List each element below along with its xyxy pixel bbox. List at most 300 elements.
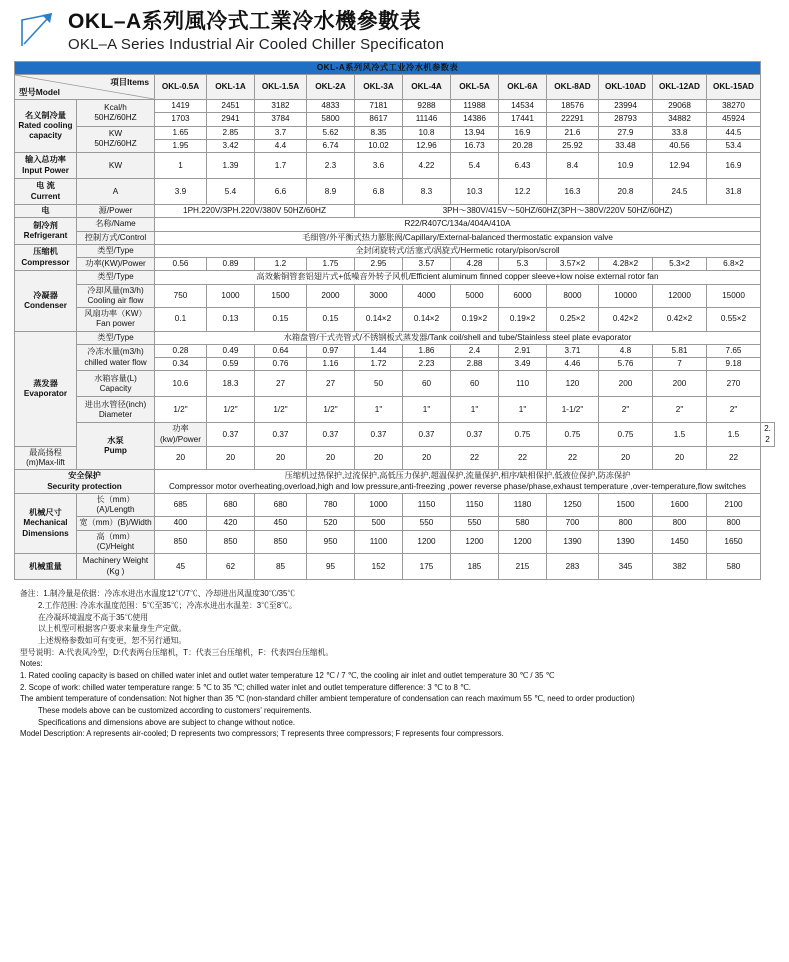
note-en-2: 2. Scope of work: chilled water temperature range: 5 ℃ to 35 ℃; chilled water inlet and outlet temperature difference: 3 ℃ to 8 ℃. xyxy=(20,682,471,692)
table-row xyxy=(15,530,775,554)
cell: 44.5 xyxy=(707,126,761,139)
cell: 12.96 xyxy=(403,139,451,152)
cell: 1" xyxy=(451,397,499,423)
cell: 0.59 xyxy=(207,358,255,371)
unit-cell: 宽（mm）(B)/Width xyxy=(77,517,155,530)
cell: 0.89 xyxy=(207,258,255,271)
cell: 1180 xyxy=(499,493,547,517)
cell: 20 xyxy=(207,446,255,470)
refrigerant-control: 毛细管/外平衡式热力膨胀阀/Capillary/External-balanced thermostatic expansion valve xyxy=(155,231,761,244)
specification-table xyxy=(14,61,775,580)
cell: 0.42×2 xyxy=(599,308,653,332)
cell: 5.81 xyxy=(653,344,707,357)
cell: 5.4 xyxy=(207,179,255,205)
banner-text: OKL-A系列风冷式工业冷水机参数表 xyxy=(15,61,761,74)
cell: 1/2" xyxy=(255,397,307,423)
table-row xyxy=(15,371,775,397)
notes-en-title: Notes: xyxy=(20,659,43,669)
row-label-compressor xyxy=(15,244,77,271)
corner-model-label: 型号Model xyxy=(19,86,60,97)
model-col-4: OKL-3A xyxy=(355,75,403,100)
cell: 550 xyxy=(403,517,451,530)
cell: 20.8 xyxy=(599,179,653,205)
cell: 5.76 xyxy=(599,358,653,371)
unit-kw xyxy=(77,126,155,153)
cell: 14386 xyxy=(451,113,499,126)
cell: 1.72 xyxy=(355,358,403,371)
cell: 16.9 xyxy=(707,153,761,179)
unit-line1: 冷却风量(m3/h) xyxy=(87,285,144,295)
cell: 6.8 xyxy=(355,179,403,205)
cell: 21.6 xyxy=(547,126,599,139)
cell: 1500 xyxy=(599,493,653,517)
unit-line1: 进出水管径(inch) xyxy=(84,399,147,409)
unit-pipe-diameter xyxy=(77,397,155,423)
row-label-cn: 压缩机 xyxy=(33,247,58,257)
cell: 0.75 xyxy=(499,423,547,447)
cell: 800 xyxy=(599,517,653,530)
row-label-en: Pump xyxy=(104,446,127,456)
cell: 1.2 xyxy=(255,258,307,271)
cell: 3.57×2 xyxy=(547,258,599,271)
model-col-6: OKL-5A xyxy=(451,75,499,100)
table-row xyxy=(15,397,775,423)
unit-cell: 功率(KW)/Power xyxy=(77,258,155,271)
cell: 8.35 xyxy=(355,126,403,139)
cell: 20 xyxy=(155,446,207,470)
corner-cell xyxy=(15,75,155,100)
row-label-evaporator xyxy=(15,331,77,446)
cell: 6.6 xyxy=(255,179,307,205)
model-col-2: OKL-1.5A xyxy=(255,75,307,100)
cell: 23994 xyxy=(599,100,653,113)
unit-line2: 50HZ/60HZ xyxy=(94,112,137,122)
cell: 53.4 xyxy=(707,139,761,152)
row-label-cn: 水泵 xyxy=(107,436,124,446)
cell: 18576 xyxy=(547,100,599,113)
cell: 2941 xyxy=(207,113,255,126)
cell: 1.44 xyxy=(355,344,403,357)
table-row xyxy=(15,517,775,530)
cell: 11146 xyxy=(403,113,451,126)
cell: 16.3 xyxy=(547,179,599,205)
cell: 27 xyxy=(307,371,355,397)
cell: 3.42 xyxy=(207,139,255,152)
cell: 0.28 xyxy=(155,344,207,357)
evaporator-type: 水箱盘管/干式壳管式/不锈钢板式蒸发器/Tank coil/shell and tube/Stainless steel plate evaporator xyxy=(155,331,761,344)
cell: 10.3 xyxy=(451,179,499,205)
cell: 0.75 xyxy=(599,423,653,447)
cell: 4.28×2 xyxy=(599,258,653,271)
cell: 15000 xyxy=(707,284,761,308)
cell: 800 xyxy=(653,517,707,530)
cell: 10.02 xyxy=(355,139,403,152)
cell: 1" xyxy=(355,397,403,423)
row-label-cn: 机械尺寸 xyxy=(29,508,62,518)
model-col-1: OKL-1A xyxy=(207,75,255,100)
unit-chilled-water-flow xyxy=(77,344,155,371)
cell: 16.9 xyxy=(499,126,547,139)
row-label-security xyxy=(15,470,155,494)
row-label-en: Rated cooling capacity xyxy=(18,121,73,141)
table-row xyxy=(15,126,775,139)
power-three-phase: 3PH～380V/415V～50HZ/60HZ(3PH～380V/220V 50HZ/60HZ) xyxy=(355,205,761,218)
table-row xyxy=(15,205,775,218)
row-label-pump xyxy=(77,423,155,470)
cell: 5000 xyxy=(451,284,499,308)
cell: 680 xyxy=(207,493,255,517)
row-label-cn: 安全保护 xyxy=(68,471,101,481)
cell: 18.3 xyxy=(207,371,255,397)
unit-cell: 高（mm）(C)/Height xyxy=(77,530,155,554)
cell: 270 xyxy=(707,371,761,397)
table-row xyxy=(15,258,775,271)
unit-line2: Capacity xyxy=(99,383,132,393)
cell: 0.56 xyxy=(155,258,207,271)
table-header-row xyxy=(15,75,775,100)
note-en-5: Specifications and dimensions above are subject to change without notice. xyxy=(38,717,296,727)
cell: 16.73 xyxy=(451,139,499,152)
cell: 550 xyxy=(451,517,499,530)
note-cn-1: 备注：1.制冷量是依据：冷冻水进出水温度12℃/7℃、冷却进出风温度30℃/35℃ xyxy=(20,589,296,599)
cell: 12.2 xyxy=(499,179,547,205)
cell: 345 xyxy=(599,554,653,580)
security-protection-text xyxy=(155,470,761,494)
cell: 20.28 xyxy=(499,139,547,152)
cell: 152 xyxy=(355,554,403,580)
note-cn-4: 以上机型可根据客户要求来量身生产定做。 xyxy=(38,624,187,634)
cell: 9.18 xyxy=(707,358,761,371)
cell: 2" xyxy=(653,397,707,423)
unit-line1: 水箱容量(L) xyxy=(94,373,137,383)
unit-cell: A xyxy=(77,179,155,205)
cell: 4.22 xyxy=(403,153,451,179)
cell: 1/2" xyxy=(155,397,207,423)
cell: 8617 xyxy=(355,113,403,126)
cell: 9288 xyxy=(403,100,451,113)
cell: 4833 xyxy=(307,100,355,113)
row-label-cn: 名义制冷量 xyxy=(25,110,66,120)
cell: 1419 xyxy=(155,100,207,113)
cell: 34882 xyxy=(653,113,707,126)
cell: 580 xyxy=(707,554,761,580)
cell: 8.9 xyxy=(307,179,355,205)
cell: 2.95 xyxy=(355,258,403,271)
cell: 10.8 xyxy=(403,126,451,139)
cell: 0.37 xyxy=(355,423,403,447)
cell: 175 xyxy=(403,554,451,580)
cell: 22 xyxy=(499,446,547,470)
cell: 33.48 xyxy=(599,139,653,152)
unit-tank-capacity xyxy=(77,371,155,397)
unit-line1: Kcal/h xyxy=(104,102,127,112)
cell: 1703 xyxy=(155,113,207,126)
cell: 283 xyxy=(547,554,599,580)
table-row xyxy=(15,271,775,284)
cell: 1150 xyxy=(403,493,451,517)
model-col-5: OKL-4A xyxy=(403,75,451,100)
cell: 215 xyxy=(499,554,547,580)
cell: 520 xyxy=(307,517,355,530)
power-single-phase: 1PH.220V/3PH.220V/380V 50HZ/60HZ xyxy=(155,205,355,218)
table-banner xyxy=(15,61,775,74)
cell: 28793 xyxy=(599,113,653,126)
cell: 27 xyxy=(255,371,307,397)
corner-items-label: 項目Items xyxy=(110,77,149,88)
unit-line2: (Kg ) xyxy=(106,566,125,576)
unit-cell: 控制方式/Control xyxy=(77,231,155,244)
cell: 95 xyxy=(307,554,355,580)
cell: 7181 xyxy=(355,100,403,113)
unit-line2: 50HZ/60HZ xyxy=(94,139,137,149)
model-col-11: OKL-15AD xyxy=(707,75,761,100)
table-row xyxy=(15,493,775,517)
table-row xyxy=(15,100,775,113)
cell: 1.65 xyxy=(155,126,207,139)
note-cn-3: 在冷凝环境温度不高于35℃使用 xyxy=(38,612,149,622)
row-label-en: Security protection xyxy=(47,481,122,491)
cell: 12.94 xyxy=(653,153,707,179)
cell: 1.95 xyxy=(155,139,207,152)
cell: 31.8 xyxy=(707,179,761,205)
cell: 20 xyxy=(255,446,307,470)
cell: 22291 xyxy=(547,113,599,126)
cell: 8.4 xyxy=(547,153,599,179)
cell: 0.1 xyxy=(155,308,207,332)
cell: 1000 xyxy=(207,284,255,308)
row-label-power: 电 xyxy=(15,205,77,218)
cell: 10000 xyxy=(599,284,653,308)
page-title-en: OKL–A Series Industrial Air Cooled Chiller Specificaton xyxy=(68,36,445,54)
cell: 750 xyxy=(155,284,207,308)
cell: 5.3×2 xyxy=(653,258,707,271)
cell: 20 xyxy=(403,446,451,470)
cell: 120 xyxy=(547,371,599,397)
cell: 0.42×2 xyxy=(653,308,707,332)
cell: 1250 xyxy=(547,493,599,517)
security-cn: 压缩机过热保护,过流保护,高低压力保护,超温保护,流量保护,相序/缺相保护,低液位保护,防冻保护 xyxy=(284,471,631,481)
cell: 1500 xyxy=(255,284,307,308)
cell: 20 xyxy=(653,446,707,470)
cell: 1.39 xyxy=(207,153,255,179)
model-col-10: OKL-12AD xyxy=(653,75,707,100)
cell: 22 xyxy=(451,446,499,470)
cell: 5.4 xyxy=(451,153,499,179)
unit-weight xyxy=(77,554,155,580)
model-col-8: OKL-8AD xyxy=(547,75,599,100)
row-label-en: Input Power xyxy=(22,165,69,175)
table-row xyxy=(15,284,775,308)
cell: 20 xyxy=(599,446,653,470)
cell: 1390 xyxy=(547,530,599,554)
cell: 3.9 xyxy=(155,179,207,205)
note-en-4: These models above can be customized according to customers' requirements. xyxy=(38,706,312,716)
cell: 3.57 xyxy=(403,258,451,271)
cell: 40.56 xyxy=(653,139,707,152)
cell: 11988 xyxy=(451,100,499,113)
unit-cell: 类型/Type xyxy=(77,331,155,344)
cell: 2" xyxy=(707,397,761,423)
cell: 700 xyxy=(547,517,599,530)
cell: 10.6 xyxy=(155,371,207,397)
cell: 2.88 xyxy=(451,358,499,371)
cell: 680 xyxy=(255,493,307,517)
unit-cell: 长（mm）(A)/Length xyxy=(77,493,155,517)
cell: 6000 xyxy=(499,284,547,308)
cell: 200 xyxy=(599,371,653,397)
cell: 5800 xyxy=(307,113,355,126)
model-col-3: OKL-2A xyxy=(307,75,355,100)
cell: 110 xyxy=(499,371,547,397)
note-en-3: The ambient temperature of condensation: Not higher than 35 ℃ (non-standard chiller ambient temperature of condensation can reach maximum 55 ℃, need to order production) xyxy=(20,694,635,704)
cell: 6.8×2 xyxy=(707,258,761,271)
row-label-cn: 电 流 xyxy=(36,181,55,191)
cell: 45924 xyxy=(707,113,761,126)
cell: 1200 xyxy=(451,530,499,554)
compressor-type: 全封闭旋转式/活塞式/涡旋式/Hermetic rotary/pison/scroll xyxy=(155,244,761,257)
cell: 200 xyxy=(653,371,707,397)
row-label-input-power xyxy=(15,153,77,179)
cell: 0.37 xyxy=(451,423,499,447)
cell: 0.97 xyxy=(307,344,355,357)
table-row xyxy=(15,218,775,231)
cell: 33.8 xyxy=(653,126,707,139)
cell: 7.65 xyxy=(707,344,761,357)
cell: 0.19×2 xyxy=(499,308,547,332)
row-label-condenser xyxy=(15,271,77,331)
unit-cell: 名称/Name xyxy=(77,218,155,231)
notes-section xyxy=(20,588,775,740)
cell: 1/2" xyxy=(207,397,255,423)
cell: 2100 xyxy=(707,493,761,517)
cell: 0.25×2 xyxy=(547,308,599,332)
cell: 1.7 xyxy=(255,153,307,179)
cell: 0.14×2 xyxy=(355,308,403,332)
condenser-type: 高效紫铜管套铝翅片式+低噪音外转子风机/Efficient aluminum finned copper sleeve+low noise external rotor fan xyxy=(155,271,761,284)
cell: 0.55×2 xyxy=(707,308,761,332)
cell: 8.3 xyxy=(403,179,451,205)
cell: 780 xyxy=(307,493,355,517)
row-label-weight: 机械重量 xyxy=(15,554,77,580)
cell: 0.15 xyxy=(307,308,355,332)
cell: 5.62 xyxy=(307,126,355,139)
row-label-en: Current xyxy=(30,191,61,201)
cell: 13.94 xyxy=(451,126,499,139)
cell: 1100 xyxy=(355,530,403,554)
cell: 800 xyxy=(707,517,761,530)
cell: 1-1/2" xyxy=(547,397,599,423)
cell: 4.8 xyxy=(599,344,653,357)
cell: 8000 xyxy=(547,284,599,308)
cell: 20 xyxy=(355,446,403,470)
cell: 4000 xyxy=(403,284,451,308)
row-label-en: Evaporator xyxy=(23,388,68,398)
table-row xyxy=(15,344,775,357)
cell: 1450 xyxy=(653,530,707,554)
unit-cell: 类型/Type xyxy=(77,244,155,257)
cell: 2.3 xyxy=(307,153,355,179)
unit-line2: Diameter xyxy=(98,409,133,419)
refrigerant-name: R22/R407C/134a/404A/410A xyxy=(155,218,761,231)
table-row xyxy=(15,231,775,244)
cell: 1600 xyxy=(653,493,707,517)
arrow-logo-icon xyxy=(18,10,58,50)
cell: 6.43 xyxy=(499,153,547,179)
cell: 29068 xyxy=(653,100,707,113)
cell: 10.9 xyxy=(599,153,653,179)
cell: 1390 xyxy=(599,530,653,554)
cell: 0.19×2 xyxy=(451,308,499,332)
cell: 2.2 xyxy=(761,423,775,447)
note-cn-5: 上述规格参数如可有变更，恕不另行通知。 xyxy=(38,635,187,645)
cell: 1 xyxy=(155,153,207,179)
table-row xyxy=(15,423,775,447)
cell: 382 xyxy=(653,554,707,580)
cell: 85 xyxy=(255,554,307,580)
cell: 0.49 xyxy=(207,344,255,357)
model-col-0: OKL-0.5A xyxy=(155,75,207,100)
unit-cell: 类型/Type xyxy=(77,271,155,284)
cell: 2000 xyxy=(307,284,355,308)
row-label-rated-cooling xyxy=(15,100,77,153)
cell: 185 xyxy=(451,554,499,580)
cell: 4.4 xyxy=(255,139,307,152)
cell: 27.9 xyxy=(599,126,653,139)
unit-cell: 源/Power xyxy=(77,205,155,218)
unit-line1: KW xyxy=(108,129,123,139)
table-row xyxy=(15,179,775,205)
cell: 3.49 xyxy=(499,358,547,371)
unit-cell: KW xyxy=(77,153,155,179)
unit-cooling-air-flow xyxy=(77,284,155,308)
row-label-en: Condenser xyxy=(24,301,67,311)
cell: 7 xyxy=(653,358,707,371)
unit-line1: 冷冻水量(m3/h) xyxy=(87,347,144,357)
cell: 3.71 xyxy=(547,344,599,357)
note-en-6: Model Description: A represents air-cooled; D represents two compressors; T represents three compressors; F represents four compressors. xyxy=(20,729,504,739)
cell: 1.5 xyxy=(707,423,761,447)
unit-line2: Fan power xyxy=(96,319,135,329)
cell: 685 xyxy=(155,493,207,517)
cell: 1200 xyxy=(403,530,451,554)
cell: 0.37 xyxy=(403,423,451,447)
table-row xyxy=(15,554,775,580)
cell: 20 xyxy=(307,446,355,470)
cell: 850 xyxy=(207,530,255,554)
cell: 22 xyxy=(547,446,599,470)
unit-fan-power xyxy=(77,308,155,332)
cell: 1650 xyxy=(707,530,761,554)
unit-line2: chilled water flow xyxy=(84,357,147,367)
cell: 1" xyxy=(499,397,547,423)
row-label-cn: 冷凝器 xyxy=(33,290,58,300)
cell: 6.74 xyxy=(307,139,355,152)
cell: 12000 xyxy=(653,284,707,308)
table-row xyxy=(15,308,775,332)
model-col-7: OKL-6A xyxy=(499,75,547,100)
cell: 25.92 xyxy=(547,139,599,152)
cell: 580 xyxy=(499,517,547,530)
cell: 1" xyxy=(403,397,451,423)
cell: 2.85 xyxy=(207,126,255,139)
note-en-1: 1. Rated cooling capacity is based on chilled water inlet and outlet water temperature 12 ℃ / 7 ℃, the cooling air inlet and outlet temperature 30 ℃ / 35 ℃ xyxy=(20,670,555,680)
cell: 0.37 xyxy=(207,423,255,447)
row-label-en: Mechanical Dimensions xyxy=(22,518,69,538)
cell: 420 xyxy=(207,517,255,530)
note-cn-2: 2.工作范围: 冷冻水温度范围：5℃至35℃；冷冻水进出水温差：3℃至8℃。 xyxy=(38,600,297,610)
cell: 0.37 xyxy=(255,423,307,447)
model-col-9: OKL-10AD xyxy=(599,75,653,100)
